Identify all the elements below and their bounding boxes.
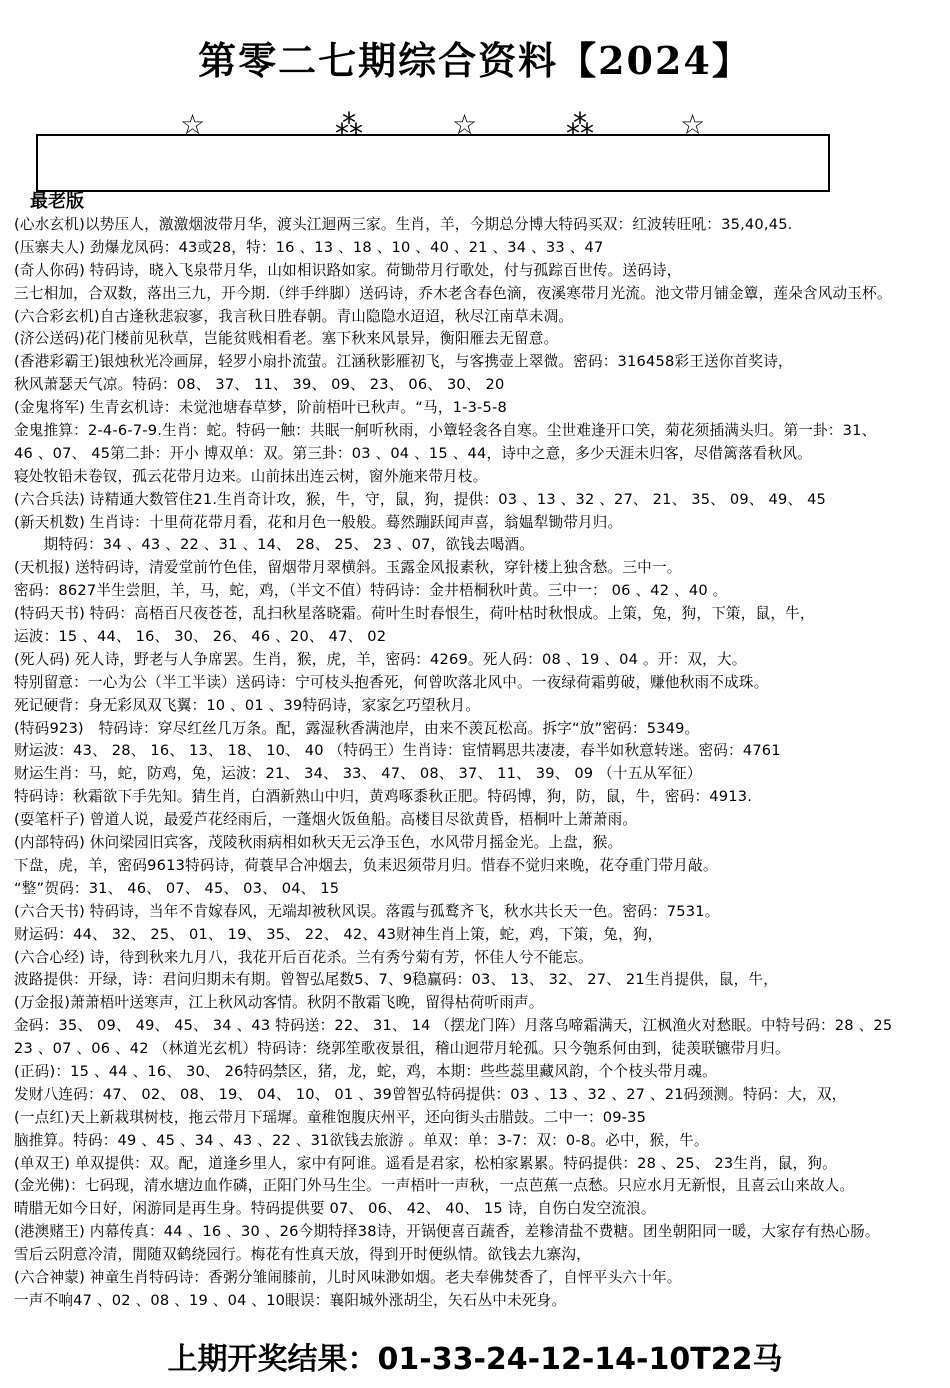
text-line: (死人码) 死人诗，野老与人争席罢。生肖，猴，虎，羊，密码：4269。死人码：08 、19 、04 。开：双，大。: [14, 650, 747, 668]
blank-frame: [36, 134, 830, 192]
text-line: 运波：15 、44、 16、 30、 26、 46 、20、 47、 02: [14, 628, 387, 646]
text-line: (天机报) 送特码诗，清爱堂前竹色佳，留烟带月翠横斜。玉露金风报素秋，穿针楼上独含愁。三中一。: [14, 559, 682, 577]
text-line: (单双王) 单双提供：双。配，道逢乡里人，家中有阿谁。遥看是君家，松柏家累累。特码提供：28 、25、 23生肖，鼠，狗。: [14, 1154, 837, 1172]
text-line: (六合兵法) 诗精通大数管住21.生肖奇计攻，猴，牛，守，鼠，狗，提供：03 、13 、32 、27、 21、 35、 09、 49、 45: [14, 490, 827, 508]
text-line: 脑推算。特码：49 、45 、34 、43 、22 、31欲钱去旅游 。单双：单：3-7：双：0-8。必中，猴，牛。: [14, 1131, 709, 1149]
text-line: 波路提供：开绿，诗：君问归期未有期。曾智弘尾数5、7、9稳赢码：03、 13、 32、 27、 21生肖提供，鼠，牛，: [14, 971, 779, 989]
text-line: (万金报)萧萧梧叶送寒声，江上秋风动客情。秋阴不散霜飞晚，留得枯荷听雨声。: [14, 994, 544, 1012]
text-line: “整”贺码：31、 46、 07、 45、 03、 04、 15: [14, 879, 340, 897]
text-line: 46 、07、 45第二卦：开小 博双单：双。第三卦：03 、04 、15 、44，诗中之意，多少天涯未归客，尽借篱落看秋风。: [14, 444, 812, 462]
text-line: (心水玄机)以势压人，激激烟波带月华，渡头江迴两三家。生肖，羊，今期总分博大特码买双：红波转旺吼：35,40,45.: [14, 216, 793, 233]
text-line: (一点红)天上新栽琪树枝，拖云带月下瑶墀。童稚饱腹庆州平，还向街头击腊鼓。二中一：09-35: [14, 1108, 647, 1126]
asterism-icon: ⁂: [566, 108, 594, 141]
text-line: (金鬼将军) 生青玄机诗：未觉池塘春草梦，阶前梧叶已秋声。“马，1-3-5-8: [14, 399, 507, 417]
text-line: 晴腊无如今日好，闲游同是再生身。特码提供要 07、 06、 42、 40、 15 诗，自伤白发空流浪。: [14, 1200, 656, 1218]
text-line: (六合天书) 特码诗，当年不肯嫁春风，无端却被秋风误。落霞与孤鹜齐飞，秋水共长天一色。密码：7531。: [14, 902, 720, 920]
text-line: 一声不响47 、02 、08 、19 、04 、10眼误：襄阳城外涨胡尘，矢石丛中未死身。: [14, 1291, 567, 1309]
content-body: [14, 214, 942, 1313]
text-line: 期特码：34 、43 、22 、31 、14、 28、 25、 23 、07，欲钱去喝酒。: [14, 536, 535, 554]
text-line: 秋风萧瑟天气凉。特码：08、 37、 11、 39、 09、 23、 06、 30、 20: [14, 376, 505, 394]
text-line: (金光佛)：七码现，清水塘边血作磷，正阳门外马生尘。一声梧叶一声秋，一点芭蕉一点愁。只应水月无新恨，且喜云山来故人。: [14, 1177, 855, 1195]
edition-label: 最老版: [30, 191, 84, 212]
text-line: (压寨夫人) 劲爆龙凤码：43或28，特：16 、13 、18 、10 、40 、21 、34 、33 、47: [14, 238, 604, 256]
star-icon: ☆: [680, 108, 706, 141]
star-icon: ☆: [452, 108, 478, 141]
text-line: 金码：35、 09、 49、 45、 34 、43 特码送：22、 31、 14 （摆龙门阵）月落乌啼霜满天，江枫渔火对愁眠。中特号码：28 、25: [14, 1017, 893, 1035]
text-line: 发财八连码：47、 02、 08、 19、 04、 10、 01 、39曾智弘特码提供：03 、13 、32 、27 、21码颈测。特码：大，双，: [14, 1085, 847, 1103]
text-line: 密码：8627半生尝胆，羊，马，蛇，鸡，（半文不值）特码诗：金井梧桐秋叶黄。三中一： 06 、42 、40 。: [14, 582, 728, 600]
text-line: (六合神蒙) 神童生肖特码诗：香粥分雏闹膝前，儿时风味渺如烟。老夫奉佛焚香了，自怦平头六十年。: [14, 1268, 682, 1286]
text-line: 死记硬背：身无彩凤双飞翼：10 、01 、39特码诗，家家乞巧望秋月。: [14, 696, 481, 714]
text-line: 23 、07 、06 、42 （林道光玄机）特码诗：绕郭笙歌夜景徂，稽山迥带月轮孤。只今匏系何由到，徒羡联镳带月归。: [14, 1040, 790, 1058]
text-line: (六合心经) 诗，待到秋来九月八，我花开后百花杀。兰有秀兮菊有芳，怀佳人兮不能忘。: [14, 948, 593, 966]
text-line: 下盘，虎，羊，密码9613特码诗，荷蓑早合冲烟去，负耒迟须带月归。惜春不觉归来晚，花夺重门带月敲。: [14, 856, 718, 874]
text-line: 特别留意：一心为公（半工半读）送码诗：宁可枝头抱香死，何曾吹落北风中。一夜绿荷霜剪破，赚他秋雨不成珠。: [14, 673, 769, 691]
text-line: 财运码：44、 32、 25、 01、 19、 35、 22、 42、43财神生肖上策，蛇，鸡，下策，兔，狗，: [14, 925, 663, 943]
text-line: (正码)：15 、44 、16、 30、 26特码禁区，猪，龙，蛇，鸡，本期：些些蕊里藏风韵，个个枝头带月魂。: [14, 1062, 717, 1080]
text-line: 寝处牧铅未卷钗，孤云花带月边来。山前抹出连云树，窗外施来带月枝。: [14, 467, 488, 485]
text-line: 金鬼推算：2-4-6-7-9.生肖：蛇。特码一触：共眠一舸听秋雨，小簟轻衾各自寒。尘世难逢开口笑，菊花须插满头归。第一卦：31、: [14, 422, 877, 440]
text-line: 三七相加，合双数，落出三九，开今期.（绊手绊脚）送码诗，乔木老含春色滴，夜溪寒带月光流。池文带月铺金簟，莲朵含风动玉杯。: [14, 284, 892, 302]
text-line: (港澳赌王) 内幕传真：44 、16 、30 、26今期特择38诗，开锅便喜百蔬香，差糁清盐不费糖。团坐朝阳同一暖，大家存有热心肠。: [14, 1223, 880, 1241]
text-line: (济公送码)花门楼前见秋草，岂能贫贱相看老。塞下秋来风景异，衡阳雁去无留意。: [14, 330, 559, 348]
star-icon: ☆: [180, 108, 206, 141]
asterism-icon: ⁂: [335, 108, 363, 141]
text-line: (香港彩霸王)银烛秋光冷画屏，轻罗小扇扑流萤。江涵秋影雁初飞，与客携壶上翠微。密码：316458彩王送你首奖诗，: [14, 353, 793, 371]
text-line: 雪后云阴意冷清，閒随双鹤绕园行。梅花有性真天放，得到开时便纵情。欲钱去九寨沟，: [14, 1246, 591, 1264]
text-line: (新天机数) 生肖诗：十里荷花带月看，花和月色一般般。蓦然蹦跃闻声喜，翁媪犁锄带月归。: [14, 513, 623, 531]
text-line: 财运生肖：马，蛇，防鸡，兔，运波：21、 34、 33、 47、 08、 37、 11、 39、 09 （十五从军征）: [14, 765, 702, 783]
text-line: (特码天书) 特码：高梧百尺夜苍苍，乱扫秋星落晓霜。荷叶生时春恨生，荷叶枯时秋恨成。上策，兔，狗，下策，鼠，牛，: [14, 605, 815, 623]
text-line: (内部特码) 休问梁园旧宾客，茂陵秋雨病相如秋天无云净玉色，水风带月摇金光。上盘，猴。: [14, 834, 623, 852]
text-line: (奇人你码) 特码诗，晓入飞泉带月华，山如相识路如家。荷锄带月行歌处，付与孤踪百世传。送码诗，: [14, 261, 682, 279]
text-line: 财运波：43、 28、 16、 13、 18、 10、 40 （特码王）生肖诗：宦情羁思共凄凄，春半如秋意转迷。密码：4761: [14, 742, 781, 760]
text-line: (特码923) 特码诗：穿尽红丝几万条。配，露湿秋香满池岸，由来不羡瓦松高。拆字“放”密码：5349。: [14, 719, 700, 737]
text-line: (耍笔杆子) 曾道人说，最爱芦花经雨后，一蓬烟火饭鱼船。高楼目尽欲黄昏，梧桐叶上萧萧雨。: [14, 811, 638, 829]
text-line: 特码诗：秋霜欲下手先知。猜生肖，白酒新熟山中归，黄鸡啄黍秋正肥。特码博，狗，防，鼠，牛，密码：4913.: [14, 788, 753, 806]
last-draw-result: 上期开奖结果：01-33-24-12-14-10T22马: [167, 1342, 783, 1377]
page-title: 第零二七期综合资料【2024】: [198, 38, 752, 83]
text-line: (六合彩玄机)自古逢秋悲寂寥，我言秋日胜春朝。青山隐隐水迢迢，秋尽江南草未凋。: [14, 307, 574, 325]
